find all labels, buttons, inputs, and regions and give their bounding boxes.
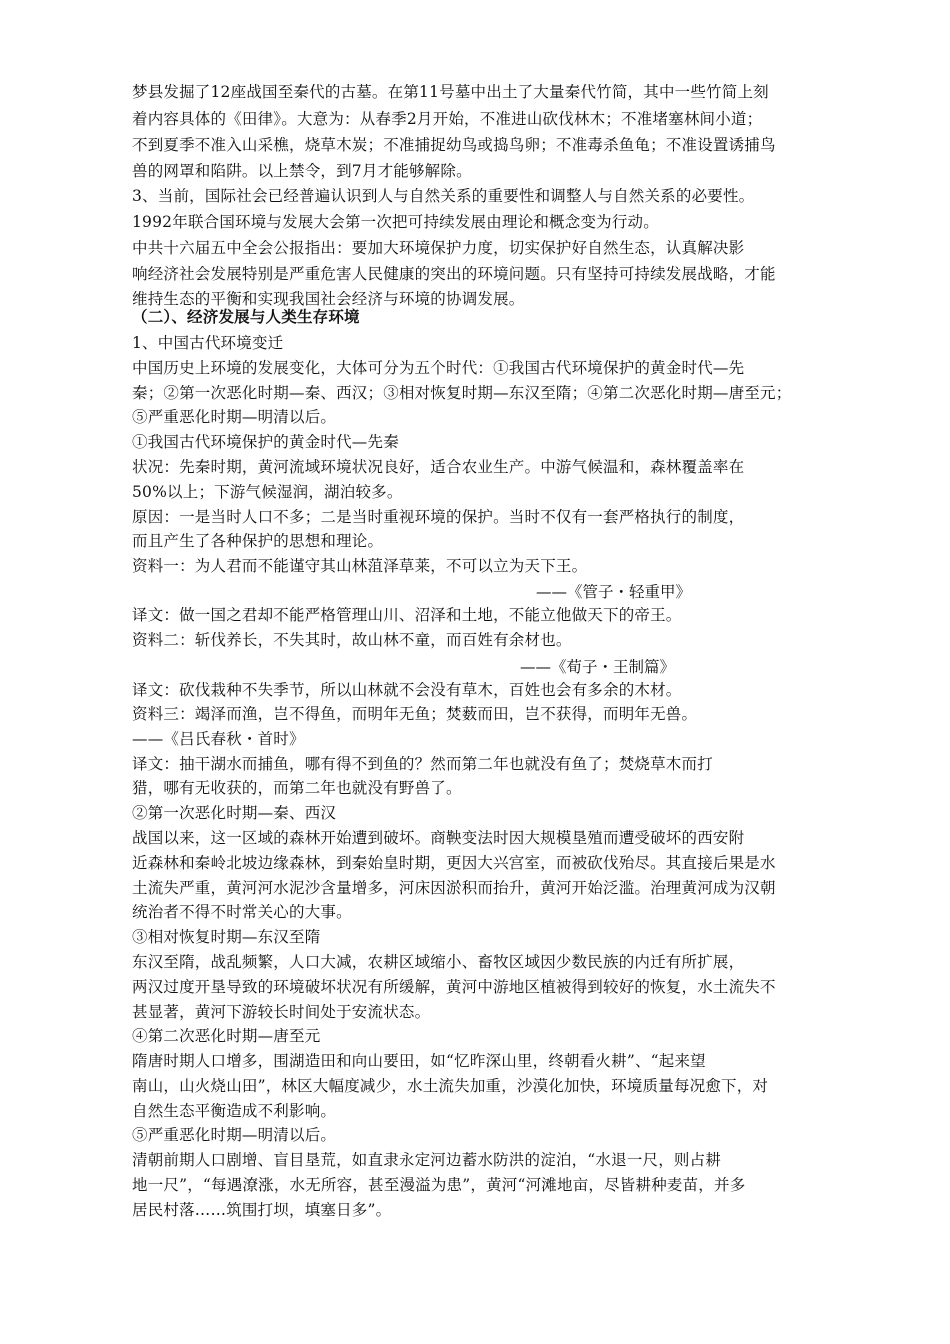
quote-line: 资料二：斩伐养长，不失其时，故山林不童，而百姓有余材也。 — [132, 631, 572, 649]
paragraph-line: 维持生态的平衡和实现我国社会经济与环境的协调发展。 — [132, 290, 525, 308]
paragraph-line: 不到夏季不准入山采樵，烧草木炭；不准捕捉幼鸟或捣鸟卵；不准毒杀鱼龟；不准设置诱捕鸟 — [132, 136, 776, 154]
paragraph-line: 两汉过度开垦导致的环境破坏状况有所缓解，黄河中游地区植被得到较好的恢复，水土流失不 — [132, 978, 776, 996]
quote-line: 资料三：竭泽而渔，岂不得鱼，而明年无鱼；焚薮而田，岂不获得，而明年无兽。 — [132, 705, 698, 723]
translation-line: 译文：砍伐栽种不失季节，所以山林就不会没有草木，百姓也会有多余的木材。 — [132, 681, 682, 699]
paragraph-line: 东汉至隋，战乱频繁，人口大减，农耕区域缩小、畜牧区域因少数民族的内迁有所扩展， — [132, 953, 745, 971]
paragraph-line: ⑤严重恶化时期—明清以后。 — [132, 408, 337, 426]
paragraph-line: 战国以来，这一区域的森林开始遭到破坏。商鞅变法时因大规模垦殖而遭受破坏的西安附 — [132, 829, 745, 847]
paragraph-line: 着内容具体的《田律》。大意为：从春季2月开始，不准进山砍伐林木；不准堵塞林间小道； — [132, 110, 763, 128]
paragraph-line: 土流失严重，黄河河水泥沙含量增多，河床因淤积而抬升，黄河开始泛滥。治理黄河成为汉朝 — [132, 879, 776, 897]
paragraph-line: 50%以上；下游气候湿润，湖泊较多。 — [132, 483, 403, 501]
paragraph-line: 而且产生了各种保护的思想和理论。 — [132, 532, 384, 550]
paragraph-line: 甚显著，黄河下游较长时间处于安流状态。 — [132, 1003, 431, 1021]
subsection-heading: ③相对恢复时期—东汉至隋 — [132, 928, 321, 946]
paragraph-line: 居民村落……筑围打坝，填塞日多”。 — [132, 1201, 392, 1219]
translation-line: 译文：抽干湖水而捕鱼，哪有得不到鱼的？然而第二年也就没有鱼了；焚烧草木而打 — [132, 755, 713, 773]
paragraph-line: 兽的网罩和陷阱。以上禁令，到7月才能够解除。 — [132, 162, 472, 180]
paragraph-line: 隋唐时期人口增多，围湖造田和向山要田，如“忆昨深山里，终朝看火耕”、“起来望 — [132, 1052, 706, 1070]
subsection-heading: ①我国古代环境保护的黄金时代—先秦 — [132, 433, 399, 451]
paragraph-line: 原因：一是当时人口不多；二是当时重视环境的保护。当时不仅有一套严格执行的制度， — [132, 508, 745, 526]
subsection-heading: ②第一次恶化时期—秦、西汉 — [132, 804, 337, 822]
paragraph-line: 3、当前，国际社会已经普遍认识到人与自然关系的重要性和调整人与自然关系的必要性。 — [132, 187, 755, 205]
quote-source: ——《管子・轻重甲》 — [536, 583, 692, 601]
paragraph-line: 统治者不得不时常关心的大事。 — [132, 903, 352, 921]
paragraph-line: 秦；②第一次恶化时期—秦、西汉；③相对恢复时期—东汉至隋；④第二次恶化时期—唐至元； — [132, 384, 792, 402]
paragraph-line: 1992年联合国环境与发展大会第一次把可持续发展由理论和概念变为行动。 — [132, 213, 659, 231]
subsection-heading: ⑤严重恶化时期—明清以后。 — [132, 1126, 337, 1144]
paragraph-line: 地一尺”，“每遇潦涨，水无所容，甚至漫溢为患”，黄河“河滩地亩，尽皆耕种麦苗，并多 — [132, 1176, 746, 1194]
paragraph-line: 清朝前期人口剧增、盲目垦荒，如直隶永定河边蓄水防洪的淀泊，“水退一尺，则占耕 — [132, 1151, 722, 1169]
translation-line: 译文：做一国之君却不能严格管理山川、沼泽和土地，不能立他做天下的帝王。 — [132, 606, 682, 624]
paragraph-line: 梦县发掘了12座战国至秦代的古墓。在第11号墓中出土了大量秦代竹简，其中一些竹简上刻 — [132, 83, 769, 101]
subsection-heading: 1、中国古代环境变迁 — [132, 334, 284, 352]
translation-line: 猎，哪有无收获的，而第二年也就没有野兽了。 — [132, 779, 462, 797]
section-heading: （二）、经济发展与人类生存环境 — [132, 308, 360, 326]
paragraph-line: 中共十六届五中全会公报指出：要加大环境保护力度，切实保护好自然生态，认真解决影 — [132, 239, 745, 257]
paragraph-line: 自然生态平衡造成不利影响。 — [132, 1102, 337, 1120]
paragraph-line: 中国历史上环境的发展变化，大体可分为五个时代：①我国古代环境保护的黄金时代—先 — [132, 359, 745, 377]
paragraph-line: 状况：先秦时期，黄河流域环境状况良好，适合农业生产。中游气候温和，森林覆盖率在 — [132, 458, 745, 476]
quote-source: ——《吕氏春秋・首时》 — [132, 730, 305, 748]
quote-source: ——《荀子・王制篇》 — [520, 658, 676, 676]
paragraph-line: 响经济社会发展特别是严重危害人民健康的突出的环境问题。只有坚持可持续发展战略，才能 — [132, 265, 776, 283]
paragraph-line: 近森林和秦岭北坡边缘森林，到秦始皇时期，更因大兴宫室，而被砍伐殆尽。其直接后果是水 — [132, 854, 776, 872]
subsection-heading: ④第二次恶化时期—唐至元 — [132, 1027, 321, 1045]
quote-line: 资料一：为人君而不能谨守其山林菹泽草莱，不可以立为天下王。 — [132, 557, 588, 575]
paragraph-line: 南山，山火烧山田”，林区大幅度减少，水土流失加重，沙漠化加快，环境质量每况愈下，对 — [132, 1077, 769, 1095]
